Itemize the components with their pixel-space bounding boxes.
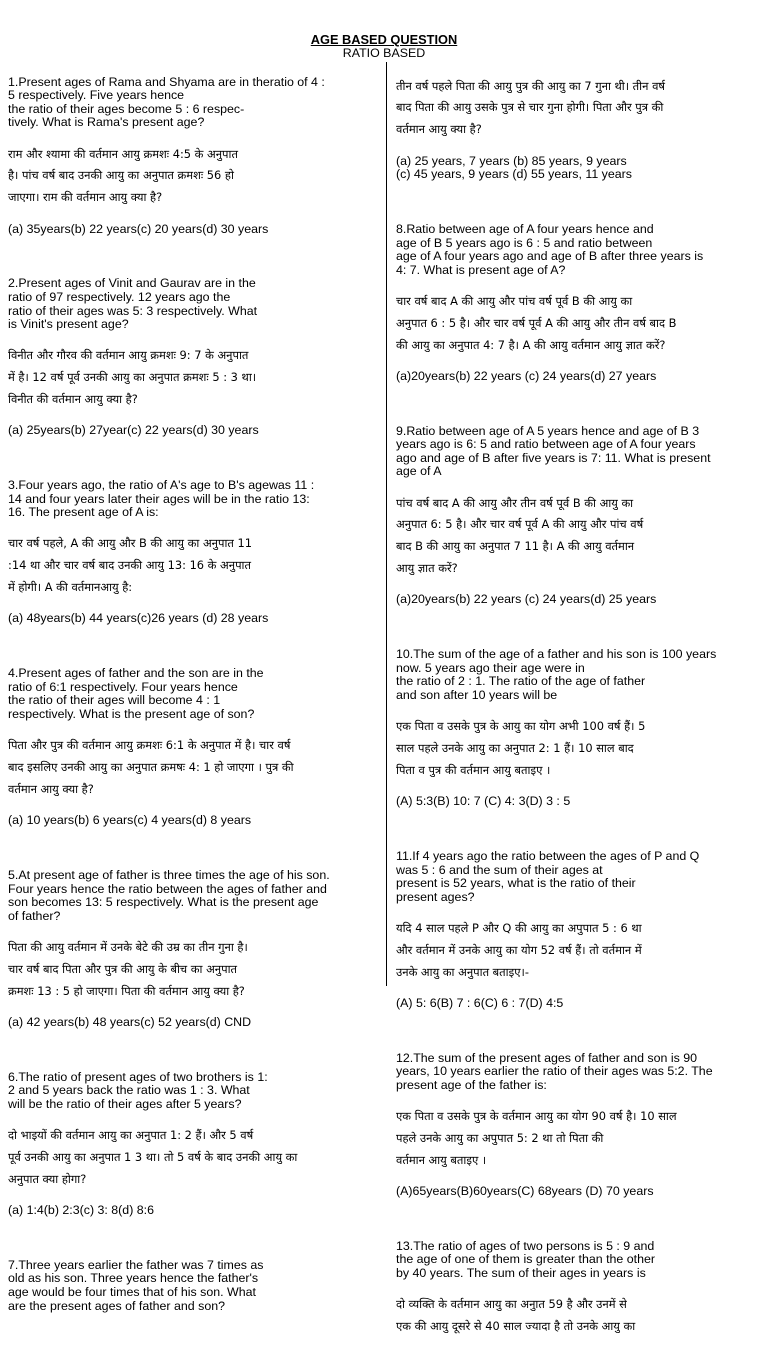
question-9: [396, 411, 762, 621]
question-text-en: 1.Present ages of Rama and Shyama are in theratio of 4 : 5 respectively. Five years hence the ratio of their ages become 5 : 6 respec- tively. What is Rama's present age?: [8, 74, 325, 130]
spacer: [8, 1231, 378, 1245]
question-text-en: 2.Present ages of Vinit and Gaurav are in the ratio of 97 respectively. 12 years ago the ratio of their ages was 5: 3 respectively. What is Vinit's present age?: [8, 276, 258, 332]
question-text-en: 6.The ratio of present ages of two brothers is 1: 2 and 5 years back the ratio was 1 : 3. What will be the ratio of their ages after 5 years?: [8, 1069, 268, 1111]
question-text-hi: विनीत और गौरव की वर्तमान आयु क्रमशः 9: 7 के अनुपात में है। 12 वर्ष पूर्व उनकी आयु का अनुपात क्रमशः 5 : 3 था। विनीत की वर्तमान आयु क्या है?: [8, 348, 257, 406]
question-text-hi: यदि 4 साल पहले P और Q की आयु का अपुपात 5 : 6 था और वर्तमान में उनके आयु का योग 52 वर्ष हैं। तो वर्तमान में उनके आयु का अनुपात बताइए।-: [396, 920, 642, 979]
question-text-en: 8.Ratio between age of A four years hence and age of B 5 years ago is 6 : 5 and ratio between age of A four years ago and age of B after three years is 4: 7. What is present age of A?: [396, 221, 704, 277]
question-options: (a)20years(b) 22 years (c) 24 years(d) 27 years: [396, 368, 657, 383]
spacer: [396, 621, 762, 635]
spacer: [396, 1212, 762, 1226]
spacer: [8, 640, 378, 654]
question-10: [396, 635, 762, 823]
question-options: (a) 25 years, 7 years (b) 85 years, 9 years (c) 45 years, 9 years (d) 55 years, 11 years: [396, 153, 632, 182]
question-options: (a) 25years(b) 27year(c) 22 years(d) 30 years: [8, 423, 259, 438]
right-column: [396, 62, 762, 1351]
question-options: (a) 48years(b) 44 years(c)26 years (d) 28 years: [8, 611, 269, 626]
question-text-hi: पिता की आयु वर्तमान में उनके बेटे की उम्र का तीन गुना है। चार वर्ष बाद पिता और पुत्र की आयु के बीच का अनुपात क्रमशः 13 : 5 हो जाएगा। पिता की वर्तमान आयु क्या है?: [8, 939, 248, 998]
question-options: (a) 1:4(b) 2:3(c) 3: 8(d) 8:6: [8, 1203, 154, 1218]
question-text-en: 4.Present ages of father and the son are in the ratio of 6:1 respectively. Four years hence the ratio of their ages will become 4 : 1 respectively. What is the present age of son?: [8, 666, 264, 721]
page-header: [0, 33, 768, 60]
page-title: AGE BASED QUESTION: [310, 32, 458, 47]
spacer: [8, 250, 378, 264]
question-8: [396, 209, 762, 397]
question-1: [8, 62, 378, 250]
question-options: (A) 5:3(B) 10: 7 (C) 4: 3(D) 3 : 5: [396, 794, 571, 809]
question-options: (A)65years(B)60years(C) 68years (D) 70 years: [396, 1184, 654, 1199]
question-2: [8, 264, 378, 452]
spacer: [8, 1043, 378, 1057]
question-text-hi: पांच वर्ष बाद A की आयु और तीन वर्ष पूर्व B की आयु का अनुपात 6: 5 है। और चार वर्ष पूर्व A की आयु और पांच वर्ष बाद B की आयु का अनुपात 7 11 है। A की आयु वर्तमान आयु ज्ञात करें?: [396, 495, 644, 576]
question-4: [8, 654, 378, 842]
question-11: [396, 836, 762, 1024]
question-text-hi: दो भाइयों की वर्तमान आयु का अनुपात 1: 2 हैं। और 5 वर्ष पूर्व उनकी आयु का अनुपात 1 3 था। तो 5 वर्ष के बाद उनकी आयु का अनुपात क्या होगा?: [8, 1128, 298, 1186]
question-6: [8, 1057, 378, 1231]
question-options: (a) 10 years(b) 6 years(c) 4 years(d) 8 years: [8, 813, 252, 828]
question-text-en: 5.At present age of father is three times the age of his son. Four years hence the ratio between the ages of father and son becomes 13: 5 respectively. What is the present age of father?: [8, 867, 330, 923]
question-text-hi: तीन वर्ष पहले पिता की आयु पुत्र की आयु का 7 गुना थी। तीन वर्ष बाद पिता की आयु उसके पुत्र से चार गुना होगी। पिता और पुत्र की वर्तमान आयु क्या है?: [396, 78, 665, 137]
question-text-hi: एक पिता व उसके पुत्र के वर्तमान आयु का योग 90 वर्ष है। 10 साल पहले उनके आयु का अपुपात 5: 2 था तो पिता की वर्तमान आयु बताइए ।: [396, 1109, 677, 1167]
question-text-hi: दो व्यक्ति के वर्तमान आयु का अनुात 59 है और उनमें से एक की आयु दूसरे से 40 साल ज्यादा है तो उनके आयु का: [396, 1297, 636, 1333]
question-text-en: 13.The ratio of ages of two persons is 5 : 9 and the age of one of them is greater than the other by 40 years. The sum of their ages in years is: [396, 1238, 655, 1281]
spacer: [8, 841, 378, 855]
spacer: [8, 451, 378, 465]
left-column: [8, 62, 378, 1327]
question-options: (a) 35years(b) 22 years(c) 20 years(d) 30 years: [8, 221, 269, 236]
question-text-en: 9.Ratio between age of A 5 years hence and age of B 3 years ago is 6: 5 and ratio between age of A four years ago and age of B after five years is 7: 11. What is present age of A: [396, 423, 711, 479]
question-3: [8, 465, 378, 639]
question-text-en: 3.Four years ago, the ratio of A's age to B's agewas 11 : 14 and four years later their ages will be in the ratio 13: 16. The present age of A is:: [8, 478, 315, 520]
question-options: (A) 5: 6(B) 7 : 6(C) 6 : 7(D) 4:5: [396, 995, 564, 1010]
question-options: (a) 42 years(b) 48 years(c) 52 years(d) CND: [8, 1014, 252, 1029]
question-text-en: 11.If 4 years ago the ratio between the ages of P and Q was 5 : 6 and the sum of their ages at present is 52 years, what is the ratio of their present ages?: [396, 848, 700, 904]
question-7-continued: [396, 62, 762, 195]
question-5: [8, 855, 378, 1043]
question-13: [396, 1226, 762, 1351]
question-text-hi: पिता और पुत्र की वर्तमान आयु क्रमशः 6:1 के अनुपात में है। चार वर्ष बाद इसलिए उनकी आयु का अनुपात क्रमषः 4: 1 हो जाएगा । पुत्र की वर्तमान आयु क्या है?: [8, 738, 294, 796]
spacer: [396, 195, 762, 209]
spacer: [396, 397, 762, 411]
page-subtitle: RATIO BASED: [342, 46, 426, 60]
question-text-en: 7.Three years earlier the father was 7 times as old as his son. Three years hence the father's age would be four times that of his son. What are the present ages of father and son?: [8, 1257, 264, 1313]
question-7: [8, 1245, 378, 1327]
question-text-hi: चार वर्ष बाद A की आयु और पांच वर्ष पूर्व B की आयु का अनुपात 6 : 5 है। और चार वर्ष पूर्व A की आयु और तीन वर्ष बाद B की आयु का अनुपात 4: 7 है। A की आयु वर्तमान आयु ज्ञात करें?: [396, 293, 677, 352]
question-options: (a)20years(b) 22 years (c) 24 years(d) 25 years: [396, 592, 657, 607]
spacer: [396, 1024, 762, 1038]
spacer: [396, 822, 762, 836]
question-text-hi: एक पिता व उसके पुत्र के आयु का योग अभी 100 वर्ष हैं। 5 साल पहले उनके आयु का अनुपात 2: 1 हैं। 10 साल बाद पिता व पुत्र की वर्तमान आयु बताइए ।: [396, 719, 646, 777]
column-divider: [386, 62, 387, 986]
question-text-hi: चार वर्ष पहले, A की आयु और B की आयु का अनुपात 11 :14 था और चार वर्ष बाद उनकी आयु 13: 16 के अनुपात में होगी। A की वर्तमानआयु है:: [8, 536, 253, 595]
question-text-en: 12.The sum of the present ages of father and son is 90 years, 10 years earlier the ratio of their ages was 5:2. The present age of the father is:: [396, 1050, 713, 1092]
question-text-hi: राम और श्यामा की वर्तमान आयु क्रमशः 4:5 के अनुपात है। पांच वर्ष बाद उनकी आयु का अनुपात क्रमशः 56 हो जाएगा। राम की वर्तमान आयु क्या है?: [8, 146, 238, 205]
question-12: [396, 1038, 762, 1212]
question-text-en: 10.The sum of the age of a father and his son is 100 years now. 5 years ago their age were in the ratio of 2 : 1. The ratio of the age of father and son after 10 years will be: [396, 647, 717, 702]
